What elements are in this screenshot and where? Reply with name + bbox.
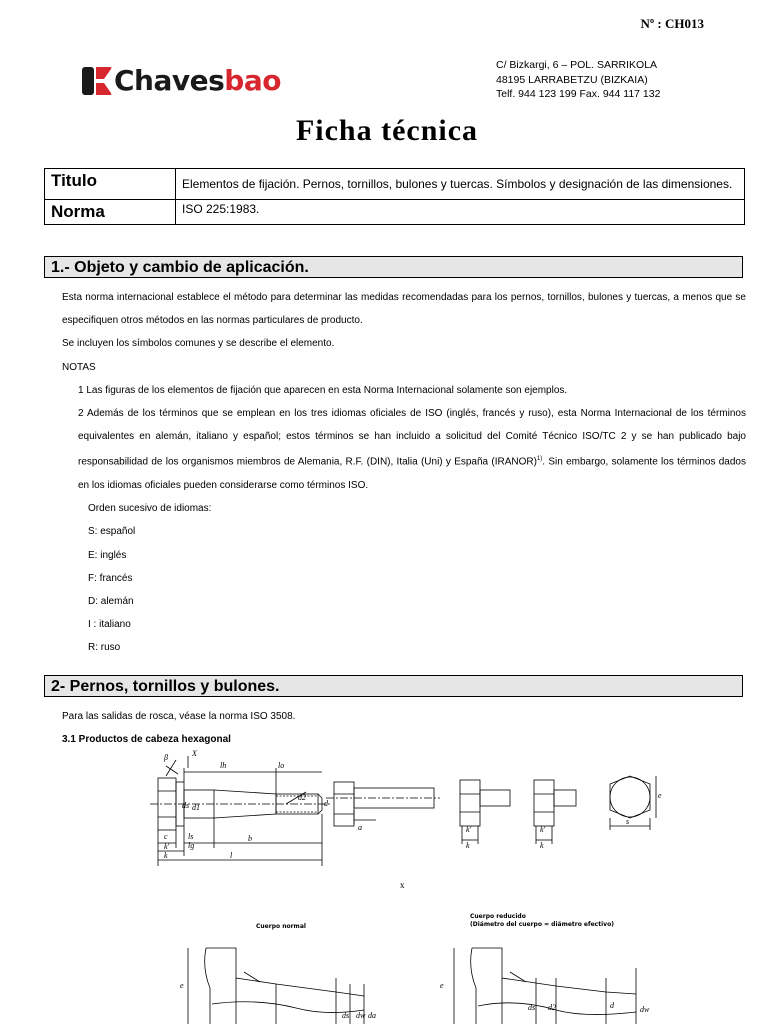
cuerpo-normal-label: Cuerpo normal xyxy=(256,923,306,930)
svg-text:e: e xyxy=(440,981,444,990)
info-table xyxy=(44,168,745,225)
dim-label-s: s xyxy=(626,817,630,826)
cuerpo-reducido-label: Cuerpo reducido xyxy=(470,913,526,920)
dim-label-k-prime: k' xyxy=(466,825,472,834)
notes-label: NOTAS xyxy=(62,361,96,373)
svg-text:d: d xyxy=(610,1001,614,1010)
dim-label-a: a xyxy=(358,823,362,832)
svg-text:d2: d2 xyxy=(298,793,306,802)
svg-text:k: k xyxy=(164,851,168,860)
language-item: E: inglés xyxy=(88,549,127,561)
chavesbao-logo-icon xyxy=(80,65,114,97)
titulo-row xyxy=(45,169,745,200)
svg-text:c: c xyxy=(164,832,168,841)
language-item: I : italiano xyxy=(88,619,131,631)
svg-text:ds: ds xyxy=(182,801,190,810)
svg-text:lh: lh xyxy=(220,761,227,770)
svg-text:dw: dw xyxy=(356,1011,366,1020)
svg-text:l: l xyxy=(230,851,233,860)
dim-label-k: k xyxy=(540,841,544,850)
note-1: 1 Las figuras de los elementos de fijación que aparecen en esta Norma Internacional solamente son ejemplos. xyxy=(78,384,568,396)
language-item: R: ruso xyxy=(88,642,121,654)
bolt-side-view xyxy=(150,756,332,866)
subsection-heading: 3.1 Productos de cabeza hexagonal xyxy=(62,734,231,746)
language-item: F: francés xyxy=(88,572,133,584)
norma-value: ISO 225:1983. xyxy=(176,200,745,225)
cuerpo-normal-detail xyxy=(188,948,364,1024)
bolt-view-4 xyxy=(534,780,576,844)
titulo-value: Elementos de fijación. Pernos, tornillos, bulones y tuercas. Símbolos y designación de las dimensiones. xyxy=(176,169,745,200)
language-item: D: alemán xyxy=(88,595,134,607)
address-phone: Telf. 944 123 199 Fax. 944 117 132 xyxy=(496,88,661,100)
hex-bolt-technical-drawing xyxy=(136,748,670,1024)
paragraph: Para las salidas de rosca, véase la norma ISO 3508. xyxy=(62,711,296,722)
address-line: 48195 LARRABETZU (BIZKAIA) xyxy=(496,73,648,86)
section-1-body xyxy=(62,286,746,660)
svg-text:ds: ds xyxy=(342,1011,350,1020)
svg-text:lg: lg xyxy=(188,841,195,850)
page-title: Ficha técnica xyxy=(295,114,479,147)
svg-text:β: β xyxy=(164,753,168,762)
svg-text:d2: d2 xyxy=(548,1003,556,1012)
svg-text:b: b xyxy=(248,834,252,843)
svg-text:dw: dw xyxy=(640,1005,650,1014)
svg-text:d1: d1 xyxy=(192,803,200,812)
paragraph: Se incluyen los símbolos comunes y se describe el elemento. xyxy=(62,338,335,350)
address-line: C/ Bizkargi, 6 – POL. SARRIKOLA xyxy=(496,59,658,71)
cuerpo-reducido-detail xyxy=(454,948,636,1024)
company-logo xyxy=(80,64,281,97)
logo-wordmark: Chavesbao xyxy=(114,64,281,97)
svg-text:lo: lo xyxy=(278,761,285,770)
dim-label-k: k xyxy=(466,841,470,850)
paragraph: Esta norma internacional establece el método para determinar las medidas recomendadas para los pernos, tornillos, bulones y tuercas, a menos que se especifiquen otros métodos en las normas particulares de producto. xyxy=(62,292,746,327)
company-address xyxy=(496,58,660,102)
section-1-heading: 1.- Objeto y cambio de aplicación. xyxy=(44,256,743,278)
svg-text:k': k' xyxy=(164,842,170,851)
svg-text:X: X xyxy=(192,749,197,758)
dim-label-e: e xyxy=(658,791,662,800)
svg-text:e: e xyxy=(180,981,184,990)
language-item: S: español xyxy=(88,526,136,538)
bolt-view-3 xyxy=(460,780,510,844)
dim-label-k-prime: k' xyxy=(540,825,546,834)
svg-text:d: d xyxy=(324,799,328,808)
section-2-heading: 2- Pernos, tornillos y bulones. xyxy=(44,675,743,697)
svg-text:ds: ds xyxy=(528,1003,536,1012)
titulo-label: Titulo xyxy=(45,169,176,200)
bolt-view-2 xyxy=(326,782,440,826)
cuerpo-reducido-note: (Diámetro del cuerpo ≈ diámetro efectivo) xyxy=(470,921,614,928)
note-2: 2 Además de los términos que se emplean en los tres idiomas oficiales de ISO (inglés, francés y ruso), esta Norma Internacional de los términos equivalentes en alemán, italiano y español; estos términos se han incluido a solicitud del Comité Técnico ISO/TC 2 y se han publicado bajo responsabilidad de los organismos miembros de Alemania, R.F. (DIN), Italia (Uni) y España (IRANOR)$^{1)}$. Sin embargo, solamente los términos dados en los idiomas oficiales pueden considerarse como términos ISO. xyxy=(78,408,746,491)
hexagon-top-view xyxy=(610,776,656,830)
section-2-body xyxy=(62,705,742,751)
languages-order-label: Orden sucesivo de idiomas: xyxy=(88,503,212,515)
norma-row xyxy=(45,200,745,225)
svg-text:ls: ls xyxy=(188,832,194,841)
svg-text:da: da xyxy=(368,1011,376,1020)
norma-label: Norma xyxy=(45,200,176,225)
document-number: Nº : CH013 xyxy=(640,16,704,31)
figure-center-label: x xyxy=(400,880,405,890)
